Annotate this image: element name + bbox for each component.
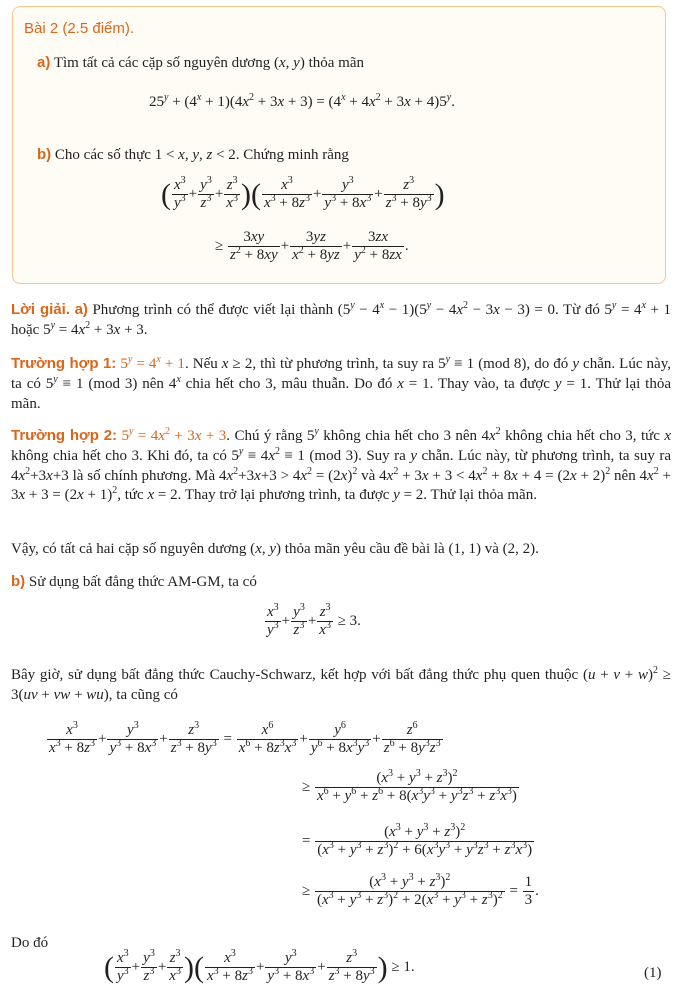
final-inequality: ( $\frac{x^3}{y^3}$ + $\frac{y^3}{z^3}$ + $\frac{z^3}{x^3}$ )( $\frac{x^3}{x^3 + 8z^3}$ + $\frac{y^3}{y^3 + 8x^3}$ + $\frac{z^3}{z^3 + 8y^3}$ ) ≥ 1.: [104, 948, 415, 985]
problem-box: [12, 6, 666, 284]
chain-line2: ≥ $\frac{(x^3 + y^3 + z^3)^2}{x^6 + y^6 + z^6 + 8(x^3y^3 + y^3z^3 + z^3x^3)}$: [302, 768, 517, 805]
case2-label: Trường hợp 2:: [11, 427, 118, 444]
part-b-intro-text: Sử dụng bất đẳng thức AM-GM, ta có: [28, 574, 257, 590]
chain-line3: = $\frac{(x^3 + y^3 + z^3)^2}{(x^3 + y^3 + z^3)^2 + 6(x^3y^3 + y^3z^3 + z^3x^3)}$: [302, 822, 533, 859]
solution-cs-text: Bây giờ, sử dụng bất đẳng thức Cauchy-Schwarz, kết hợp với bất đẳng thức phụ quen thuộc $(u + v + w)^2 \ge 3(uv$ + vw + wu), ta cũng có: [11, 665, 671, 703]
solution-case1: Trường hợp 1: $5^y = 4^x + 1$. Nếu x ≥ 2, thì từ phương trình, ta suy ra $5^y \equiv 1$ (mod 8), do đó y chẵn. Lúc này, ta có $5^y \equiv 1$ (mod 3) nên 4$^x$ chia hết cho 3, mâu thuẫn. Do đó x = 1. Thay vào, ta được y = 1. Thử lại thỏa mãn.: [11, 354, 672, 412]
solution-part-b-label: b): [11, 573, 26, 590]
solution-case2: Trường hợp 2: $5^y = 4x^2 + 3x + 3$. Chú ý rằng 5$^y$ không chia hết cho 3 nên $4x^2$ không chia hết cho 3, tức x không chia hết cho 3. Khi đó, ta có $5^y \equiv 4x^2 \equiv 1$ (mod 3). Suy ra y chẵn. Lúc này, từ phương trình, ta suy ra $4x^2+3x+3$ là số chính phương. Mà $4x^2+3x+3 > 4x^2 = (2x)^2$ và $4x^2 + 3x + 3 < 4x^2 + 8x + 4 = (2x + 2)^2$ nên $4x^2 + 3x + 3 = (2x + 1)^2$, tức x = 2. Thay trở lại phương trình, ta được y = 2. Thử lại thỏa mãn.: [11, 426, 672, 504]
part-b-question: b) Cho các số thực 1 < x, y, z < 2. Chứng minh rằng: [37, 146, 349, 163]
part-a-label: a): [37, 54, 51, 71]
part-b-inequality-line2: ≥ $\frac{3xy}{z^2 + 8xy}$ + $\frac{3yz}{x^2 + 8yz}$ + $\frac{3zx}{y^2 + 8zx}$ .: [215, 229, 409, 264]
amgm-inequality: $\frac{x^3}{y^3}$ + $\frac{y^3}{z^3}$ + $\frac{z^3}{x^3}$ ≥ 3.: [267, 602, 361, 639]
solution-label: Lời giải.: [11, 301, 70, 318]
do-do: Do đó: [11, 935, 49, 951]
solution-part-a-label: a): [74, 301, 88, 318]
problem-heading: Bài 2 (2.5 điểm).: [24, 20, 135, 37]
part-b-label: b): [37, 146, 52, 163]
chain-line1: $\frac{x^3}{x^3 + 8z^3}$ + $\frac{y^3}{y^3 + 8x^3}$ + $\frac{z^3}{z^3 + 8y^3}$ = $\frac{x^6}{x^6 + 8z^3x^3}$ + $\frac{y^6}{y^6 + 8x^3y^3}$ + $\frac{z^6}{z^6 + 8y^3z^3}$: [49, 720, 441, 757]
solution-para1: Lời giải. a) Phương trình có thể được viết lại thành $(5^y - 4^x - 1)(5^y - 4x^2 - 3x - 3) = 0$. Từ đó $5^y = 4^x + 1$ hoặc $5^y = 4x^2 + 3x + 3$.: [11, 300, 672, 338]
part-a-question: a) Tìm tất cả các cặp số nguyên dương (x, y) thỏa mãn: [37, 54, 364, 71]
equation-number: (1): [644, 965, 662, 981]
part-a-equation: $25^y + (4^x + 1)(4x^2 + 3x + 3) = (4^x + 4x^2 + 3x + 4)5^y$.: [149, 92, 455, 110]
chain-line4: ≥ $\frac{(x^3 + y^3 + z^3)^2}{(x^3 + y^3 + z^3)^2 + 2(x^3 + y^3 + z^3)^2}$ = $\frac{1}{3}$ .: [302, 872, 539, 909]
part-b-inequality-line1: ( $\frac{x^3}{y^3}$ + $\frac{y^3}{z^3}$ + $\frac{z^3}{x^3}$ )( $\frac{x^3}{x^3 + 8z^3}$ + $\frac{y^3}{y^3 + 8x^3}$ + $\frac{z^3}{z^3 + 8y^3}$ ): [161, 175, 445, 212]
case1-label: Trường hợp 1:: [11, 355, 117, 372]
solution-part-b-intro: [11, 572, 671, 593]
solution-conclusion-a: Vậy, có tất cả hai cặp số nguyên dương (x, y) thỏa mãn yêu cầu đề bài là (1, 1) và (2, 2).: [11, 541, 539, 557]
